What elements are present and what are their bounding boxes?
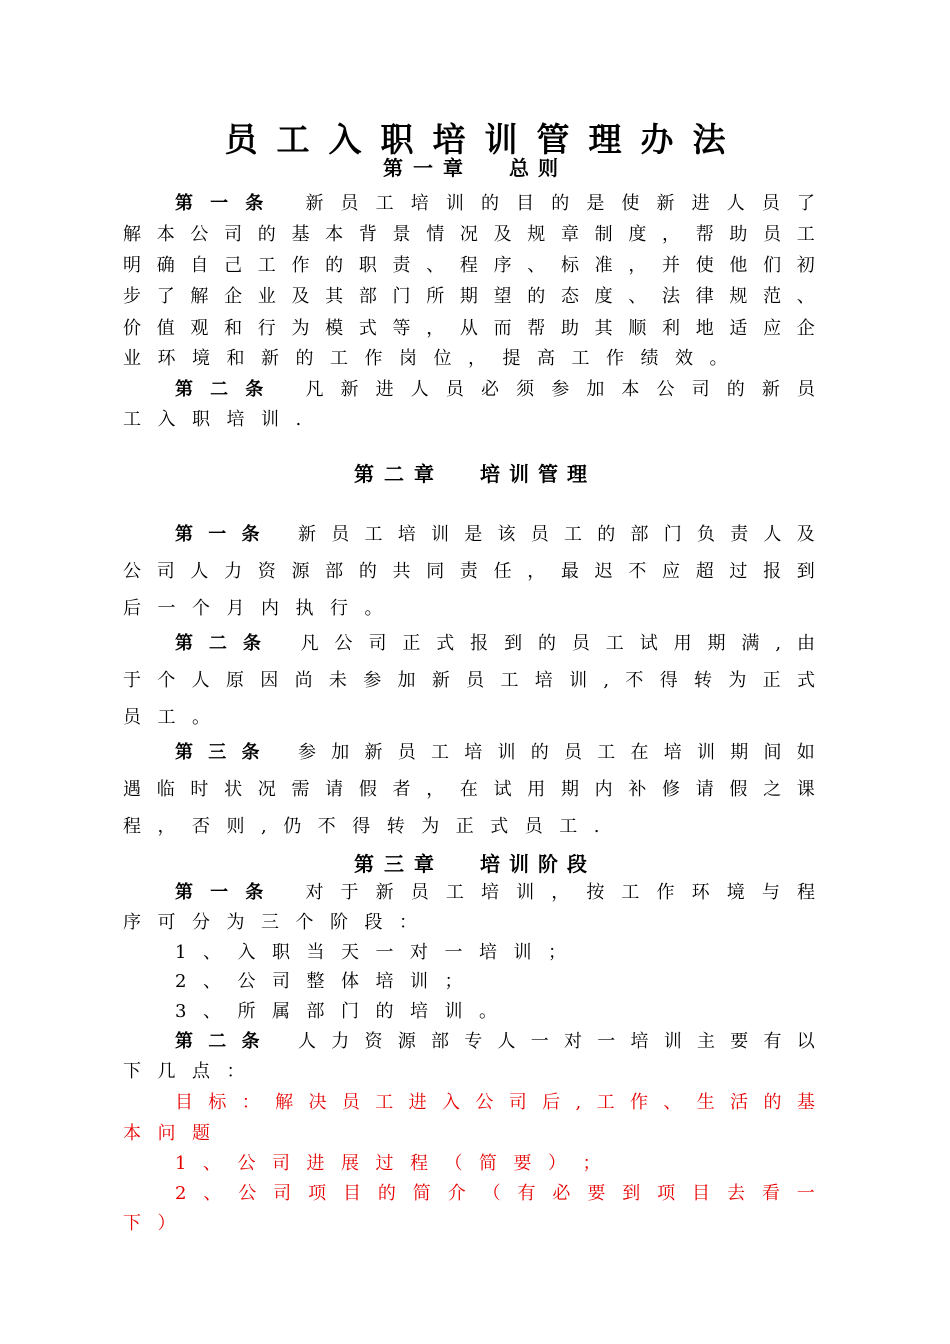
article-label-char: 二 [208, 633, 227, 654]
article-label-char: 条 [241, 524, 260, 545]
article-label-char: 第 [175, 193, 193, 214]
article-label-char: 二 [208, 1031, 227, 1052]
text-line: 业 环 境 和 新 的 工 作 岗 位 ， 提 高 工 作 绩 效 。 [123, 348, 728, 369]
article-line: 第 二 条 人 力 资 源 部 专 人 一 对 一 培 训 主 要 有 以 [175, 1031, 815, 1052]
chapter-name: 培训管理 [480, 462, 596, 486]
text-line: 2 、 公 司 项 目 的 简 介 （ 有 必 要 到 项 目 去 看 一 [175, 1183, 815, 1204]
chapter-number: 第二章 [354, 462, 444, 486]
text-line: 于 个 人 原 因 尚 未 参 加 新 员 工 培 训 , 不 得 转 为 正 式 [123, 670, 815, 691]
chapter-heading [0, 152, 950, 181]
text-line: 公 司 人 力 资 源 部 的 共 同 责 任 ， 最 迟 不 应 超 过 报 到 [123, 561, 815, 582]
text-line: 步 了 解 企 业 及 其 部 门 所 期 望 的 态 度 、 法 律 规 范 、 [123, 286, 815, 307]
text-line: 解 本 公 司 的 基 本 背 景 情 况 及 规 章 制 度 ， 帮 助 员 工 [123, 224, 815, 245]
article-line: 第 一 条 对 于 新 员 工 培 训 ， 按 工 作 环 境 与 程 [175, 882, 815, 903]
article-line: 第 二 条 凡 新 进 人 员 必 须 参 加 本 公 司 的 新 员 [175, 379, 815, 400]
text-line: 序 可 分 为 三 个 阶 段 ： [123, 912, 417, 933]
article-label-char: 一 [208, 524, 227, 545]
article-label-char: 第 [175, 882, 193, 903]
article-label-char: 一 [210, 193, 229, 214]
text-line: 工 入 职 培 训 . [123, 409, 302, 430]
document-title: 员工入职培训管理办法 [224, 120, 745, 160]
article-label-char: 条 [241, 1031, 260, 1052]
text-line: 2 、 公 司 整 体 培 训 ； [175, 971, 463, 992]
article-label-char: 条 [245, 193, 264, 214]
article-line: 第 一 条 新 员 工 培 训 是 该 员 工 的 部 门 负 责 人 及 [175, 524, 815, 545]
article-label-char: 条 [245, 882, 264, 903]
article-label-char: 二 [210, 379, 229, 400]
article-line: 第 一 条 新 员 工 培 训 的 目 的 是 使 新 进 人 员 了 [175, 193, 815, 214]
article-label-char: 第 [175, 742, 193, 763]
chapter-heading [0, 458, 950, 487]
article-label-char: 三 [208, 742, 227, 763]
text-line: 程 ， 否 则 , 仍 不 得 转 为 正 式 员 工 . [123, 816, 600, 837]
article-label-char: 第 [175, 379, 193, 400]
article-label-char: 条 [245, 379, 264, 400]
text-line: 价 值 观 和 行 为 模 式 等 ， 从 而 帮 助 其 顺 利 地 适 应 企 [123, 318, 815, 339]
text-line: 本 问 题 [123, 1123, 210, 1144]
chapter-number: 第一章 [383, 156, 473, 180]
text-line: 3 、 所 属 部 门 的 培 训 。 [175, 1001, 497, 1022]
text-line: 遇 临 时 状 况 需 请 假 者 ， 在 试 用 期 内 补 修 请 假 之 课 [123, 779, 815, 800]
chapter-number: 第三章 [354, 852, 444, 876]
chapter-name: 培训阶段 [480, 852, 596, 876]
article-label-char: 条 [242, 633, 261, 654]
text-line: 目 标 ： 解 决 员 工 进 入 公 司 后 , 工 作 、 生 活 的 基 [175, 1092, 815, 1113]
chapter-heading [0, 848, 950, 877]
article-line: 第 二 条 凡 公 司 正 式 报 到 的 员 工 试 用 期 满 , 由 [175, 633, 815, 654]
chapter-name: 总则 [509, 156, 567, 180]
text-line: 1 、 公 司 进 展 过 程 （ 简 要 ） ； [175, 1153, 601, 1174]
article-label-char: 第 [175, 524, 193, 545]
text-line: 明 确 自 己 工 作 的 职 责 、 程 序 、 标 准 ， 并 使 他 们 初 [123, 255, 815, 276]
text-line: 1 、 入 职 当 天 一 对 一 培 训 ； [175, 942, 566, 963]
article-label-char: 一 [210, 882, 229, 903]
text-line: 下 ） [123, 1213, 176, 1234]
article-label-char: 第 [175, 1031, 193, 1052]
article-label-char: 第 [175, 633, 193, 654]
text-line: 员 工 。 [123, 707, 210, 728]
article-label-char: 条 [241, 742, 260, 763]
text-line: 下 几 点 ： [123, 1061, 245, 1082]
article-line: 第 三 条 参 加 新 员 工 培 训 的 员 工 在 培 训 期 间 如 [175, 742, 815, 763]
text-line: 后 一 个 月 内 执 行 。 [123, 598, 383, 619]
